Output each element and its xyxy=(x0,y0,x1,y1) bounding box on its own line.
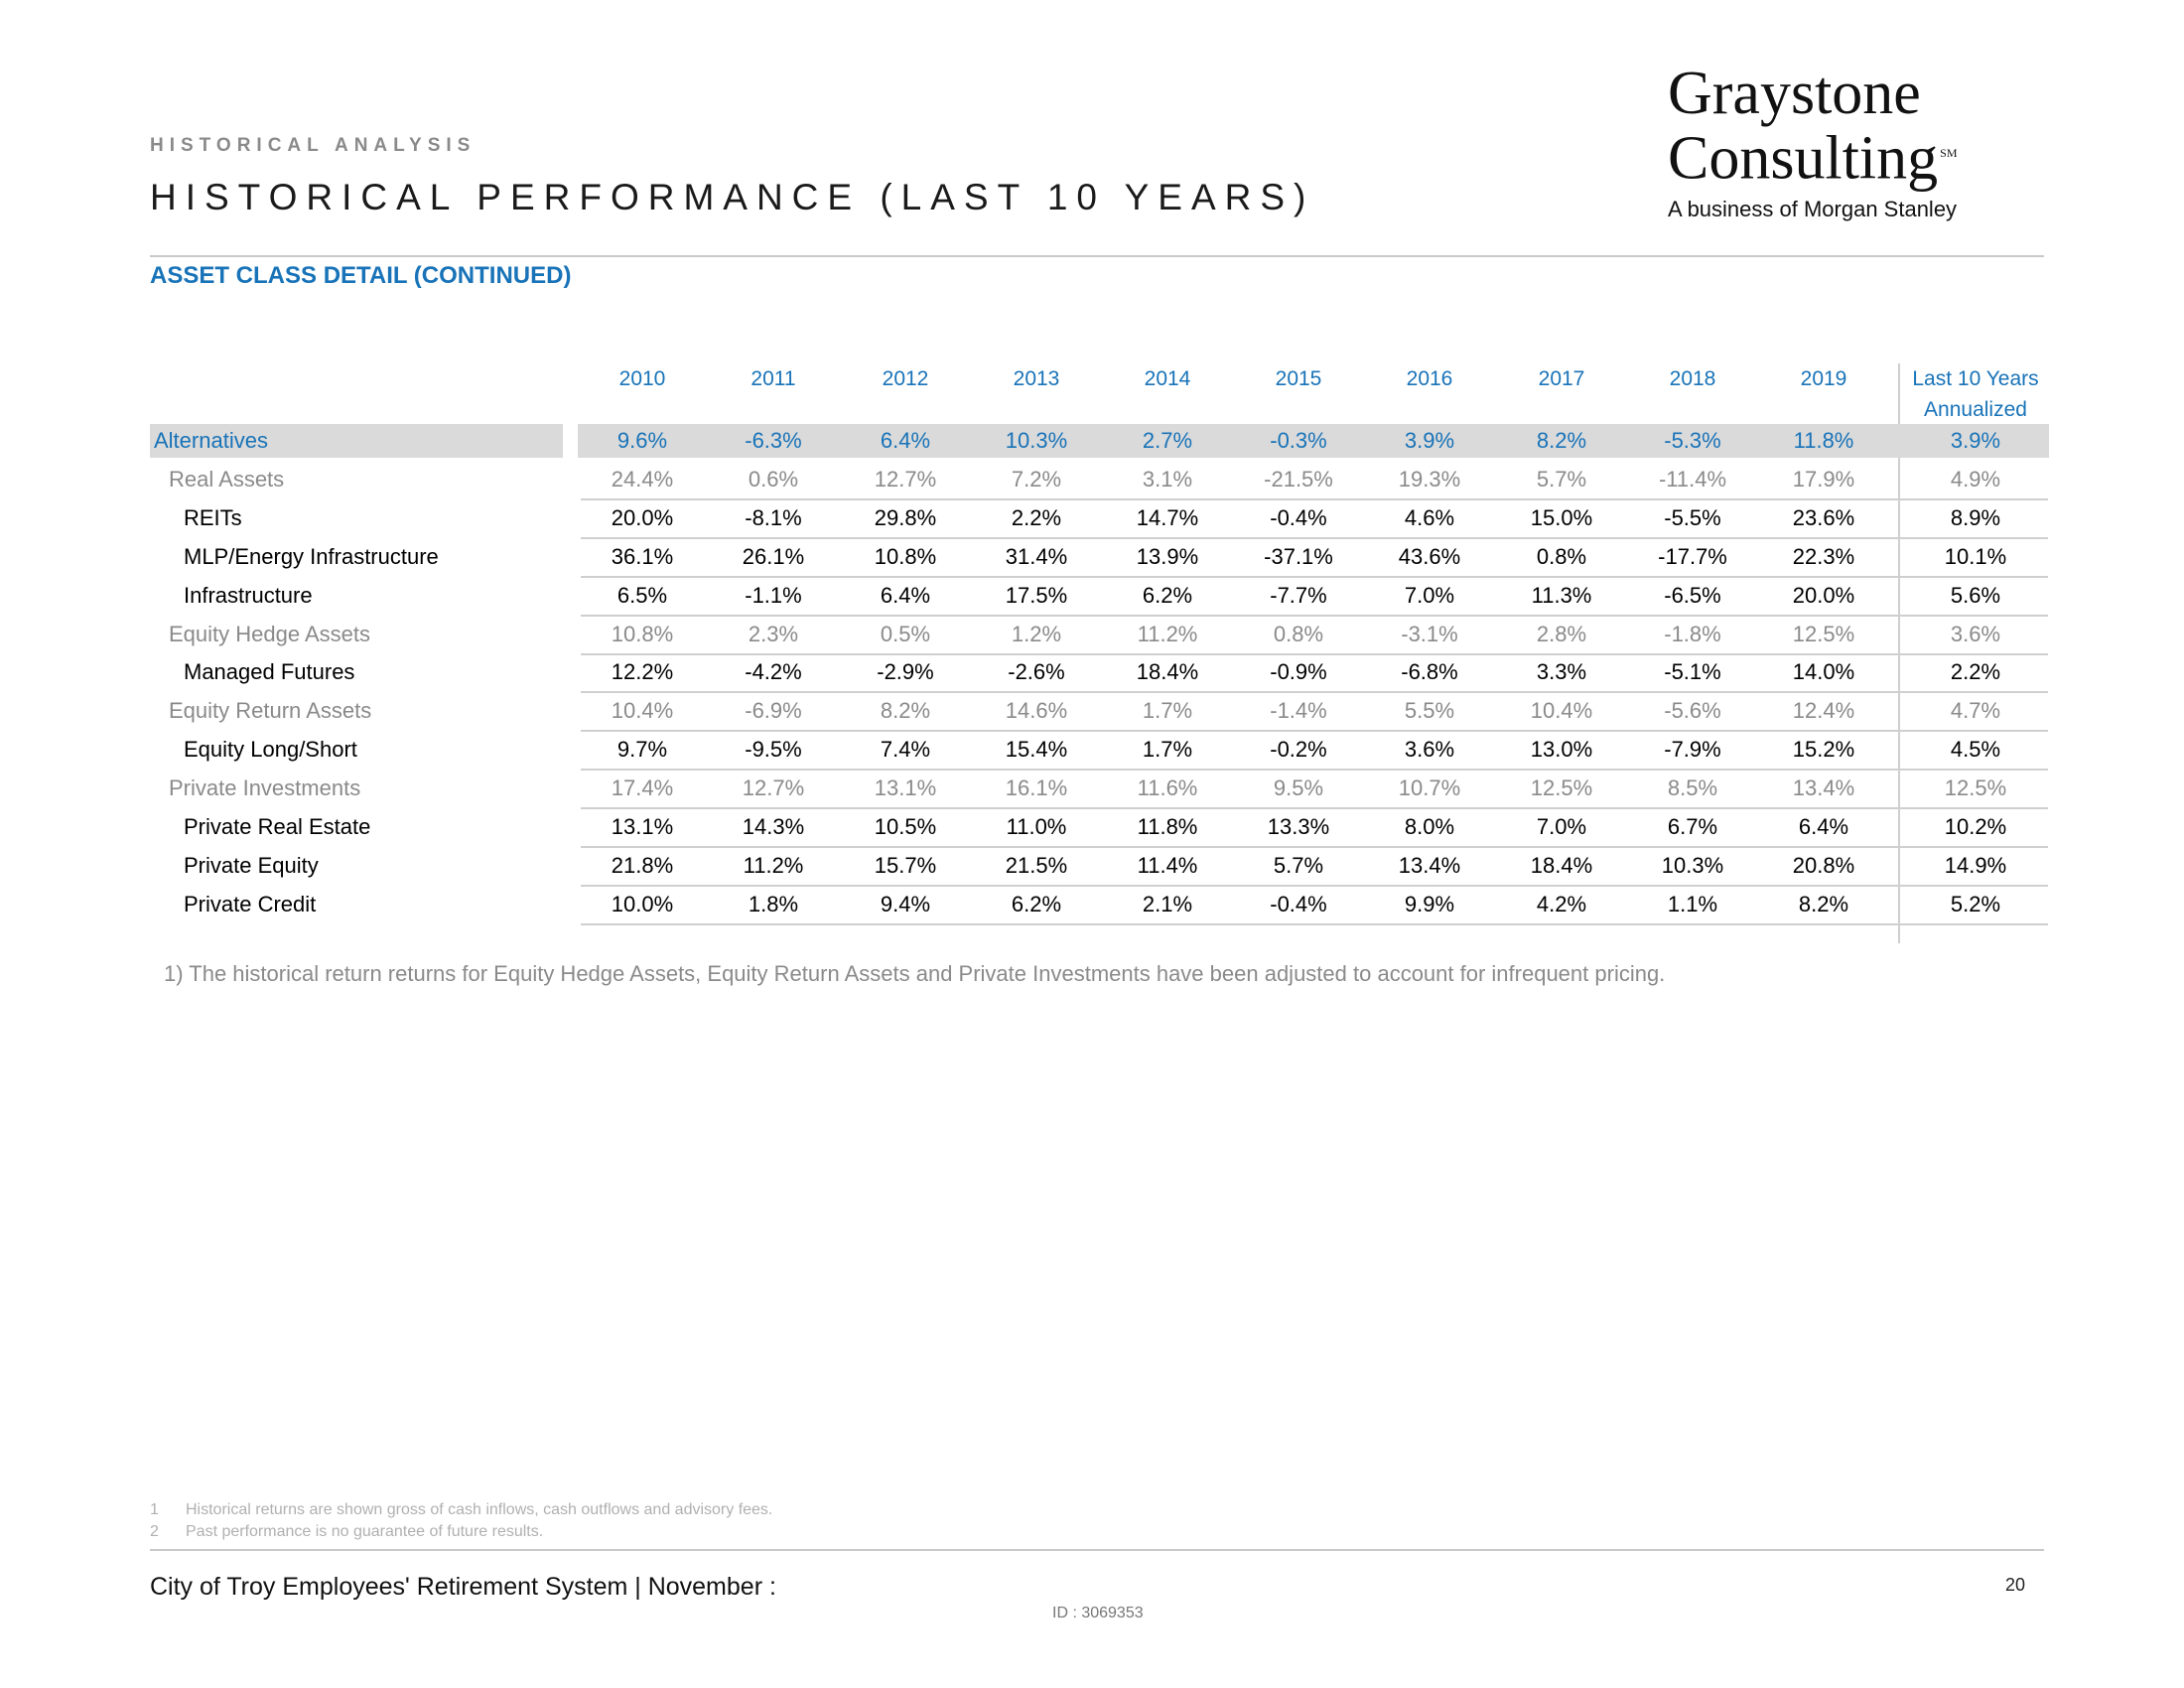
table-cell: 0.6% xyxy=(748,466,799,492)
table-cell: 7.4% xyxy=(880,737,931,763)
table-cell: 14.9% xyxy=(1944,852,2007,878)
table-cell: 14.7% xyxy=(1136,504,1199,530)
table-cell: 12.2% xyxy=(611,659,674,685)
table-cell: 1.8% xyxy=(748,891,799,916)
row-label: Infrastructure xyxy=(184,582,313,608)
column-header-year: 2016 xyxy=(1406,367,1453,390)
table-cell: -6.5% xyxy=(1664,582,1721,608)
table-cell: 13.3% xyxy=(1267,814,1330,839)
column-header-annualized xyxy=(1896,363,2055,425)
table-cell: 14.6% xyxy=(1005,698,1068,724)
column-header-year: 2018 xyxy=(1669,367,1716,390)
table-cell: -21.5% xyxy=(1264,466,1333,492)
row-label: Real Assets xyxy=(169,466,285,492)
adjustment-note: 1) The historical return returns for Equity Hedge Assets, Equity Return Assets and Private Investments have been adjusted to account for infrequent pricing. xyxy=(164,961,1666,986)
column-header-year: 2013 xyxy=(1013,367,1060,390)
column-header-year: 2017 xyxy=(1538,367,1585,390)
table-cell: -3.1% xyxy=(1401,621,1458,646)
table-cell: 11.4% xyxy=(1137,852,1198,878)
table-cell: 9.5% xyxy=(1273,775,1324,801)
table-cell: 5.6% xyxy=(1950,582,2001,608)
table-cell: -0.3% xyxy=(1270,428,1327,453)
row-label: Equity Hedge Assets xyxy=(169,621,371,646)
table-cell: 18.4% xyxy=(1136,659,1199,685)
table-cell: 31.4% xyxy=(1005,543,1068,569)
table-cell: 12.4% xyxy=(1792,698,1855,724)
row-divider xyxy=(581,846,2048,848)
table-cell: 1.1% xyxy=(1667,891,1718,916)
table-cell: 4.2% xyxy=(1536,891,1587,916)
row-divider xyxy=(581,691,2048,693)
table-cell: 2.2% xyxy=(1011,504,1062,530)
table-cell: 10.4% xyxy=(611,698,674,724)
table-cell: 3.9% xyxy=(1950,428,2001,453)
table-cell: 11.0% xyxy=(1006,814,1067,839)
table-cell: 26.1% xyxy=(742,543,805,569)
table-cell: 13.1% xyxy=(874,775,937,801)
table-cell: 16.1% xyxy=(1005,775,1068,801)
table-cell: 0.8% xyxy=(1273,621,1324,646)
document-id: ID : 3069353 xyxy=(1052,1605,1144,1621)
table-cell: 11.2% xyxy=(743,852,804,878)
row-divider xyxy=(581,498,2048,500)
table-cell: 8.0% xyxy=(1404,814,1455,839)
table-cell: 17.4% xyxy=(611,775,674,801)
table-cell: -2.6% xyxy=(1008,659,1065,685)
row-divider xyxy=(581,615,2048,617)
section-kicker: HISTORICAL ANALYSIS xyxy=(150,135,477,156)
row-divider xyxy=(581,769,2048,771)
table-cell: 5.5% xyxy=(1404,698,1455,724)
row-divider xyxy=(581,923,2048,925)
table-cell: 21.5% xyxy=(1005,852,1068,878)
column-header-year: 2014 xyxy=(1144,367,1191,390)
table-cell: -6.3% xyxy=(745,428,802,453)
table-cell: 23.6% xyxy=(1792,504,1855,530)
page-number: 20 xyxy=(2005,1575,2026,1595)
table-cell: 10.1% xyxy=(1944,543,2007,569)
footnote-2 xyxy=(150,1523,543,1541)
row-divider xyxy=(581,537,2048,539)
table-cell: 3.6% xyxy=(1404,737,1455,763)
table-cell: -5.3% xyxy=(1664,428,1721,453)
table-cell: 17.5% xyxy=(1005,582,1068,608)
table-cell: 20.0% xyxy=(1792,582,1855,608)
table-cell: 7.0% xyxy=(1536,814,1587,839)
table-cell: -9.5% xyxy=(745,737,802,763)
table-cell: 5.7% xyxy=(1536,466,1587,492)
table-cell: 13.0% xyxy=(1530,737,1593,763)
table-cell: 9.7% xyxy=(616,737,668,763)
logo-line-1: Graystone xyxy=(1668,60,1921,127)
table-cell: -6.9% xyxy=(745,698,802,724)
table-cell: -1.8% xyxy=(1664,621,1721,646)
table-cell: 6.4% xyxy=(880,428,931,453)
table-cell: 15.7% xyxy=(874,852,937,878)
row-label: Managed Futures xyxy=(184,659,355,685)
table-cell: -4.2% xyxy=(745,659,802,685)
footnote-1 xyxy=(150,1501,772,1519)
table-cell: 12.5% xyxy=(1944,775,2007,801)
column-header-year: 2011 xyxy=(751,367,796,390)
table-cell: 11.8% xyxy=(1137,814,1198,839)
table-cell: 22.3% xyxy=(1792,543,1855,569)
table-cell: 3.3% xyxy=(1536,659,1587,685)
table-cell: 6.7% xyxy=(1667,814,1718,839)
table-cell: 14.0% xyxy=(1792,659,1855,685)
footnote-number: 2 xyxy=(150,1523,159,1540)
table-cell: 19.3% xyxy=(1398,466,1461,492)
footnote-text: Past performance is no guarantee of future results. xyxy=(186,1523,544,1540)
table-cell: -0.4% xyxy=(1270,504,1327,530)
annualized-header-line-1: Last 10 Years xyxy=(1912,367,2039,390)
table-cell: 8.2% xyxy=(880,698,931,724)
table-cell: 8.2% xyxy=(1798,891,1849,916)
annualized-header-line-2: Annualized xyxy=(1924,398,2027,421)
table-cell: 20.8% xyxy=(1792,852,1855,878)
table-cell: -37.1% xyxy=(1264,543,1333,569)
table-cell: -7.9% xyxy=(1664,737,1721,763)
table-cell: -6.8% xyxy=(1401,659,1458,685)
table-cell: 0.8% xyxy=(1536,543,1587,569)
table-cell: 7.0% xyxy=(1404,582,1455,608)
row-divider xyxy=(581,807,2048,809)
table-cell: 6.4% xyxy=(1798,814,1849,839)
table-cell: 10.0% xyxy=(611,891,674,916)
table-cell: -5.1% xyxy=(1664,659,1721,685)
table-cell: 10.2% xyxy=(1944,814,2007,839)
table-cell: 11.6% xyxy=(1137,775,1198,801)
table-cell: 2.8% xyxy=(1536,621,1587,646)
table-cell: -7.7% xyxy=(1270,582,1327,608)
table-cell: 9.9% xyxy=(1404,891,1455,916)
table-cell: -1.1% xyxy=(745,582,802,608)
page-title: HISTORICAL PERFORMANCE (LAST 10 YEARS) xyxy=(150,177,1315,217)
table-cell: 20.0% xyxy=(611,504,674,530)
table-cell: 10.7% xyxy=(1398,775,1461,801)
table-cell: 10.5% xyxy=(874,814,937,839)
row-label: Equity Long/Short xyxy=(184,737,357,763)
footer-client-name: City of Troy Employees' Retirement System | November : xyxy=(150,1573,776,1601)
table-cell: -1.4% xyxy=(1270,698,1327,724)
logo-service-mark: SM xyxy=(1940,146,1958,160)
table-cell: 6.4% xyxy=(880,582,931,608)
table-cell: 6.2% xyxy=(1142,582,1193,608)
table-cell: 11.3% xyxy=(1531,582,1592,608)
table-cell: 1.7% xyxy=(1142,698,1193,724)
footnote-number: 1 xyxy=(150,1501,159,1518)
table-cell: 2.1% xyxy=(1142,891,1193,916)
row-divider xyxy=(581,885,2048,887)
table-cell: 15.0% xyxy=(1530,504,1593,530)
table-cell: 9.4% xyxy=(880,891,931,916)
table-cell: 12.5% xyxy=(1792,621,1855,646)
row-label: Private Investments xyxy=(169,775,361,801)
table-cell: -11.4% xyxy=(1658,466,1727,492)
row-label: Private Credit xyxy=(184,891,317,916)
table-cell: 13.4% xyxy=(1398,852,1461,878)
footnote-text: Historical returns are shown gross of cash inflows, cash outflows and advisory fees. xyxy=(186,1501,773,1518)
table-cell: 15.4% xyxy=(1005,737,1068,763)
table-cell: 7.2% xyxy=(1011,466,1062,492)
table-cell: 18.4% xyxy=(1530,852,1593,878)
row-divider xyxy=(581,576,2048,578)
table-cell: 3.6% xyxy=(1950,621,2001,646)
table-cell: -8.1% xyxy=(745,504,802,530)
table-cell: 10.8% xyxy=(874,543,937,569)
table-cell: -0.2% xyxy=(1270,737,1327,763)
table-cell: 15.2% xyxy=(1792,737,1855,763)
table-cell: -5.5% xyxy=(1664,504,1721,530)
table-cell: 17.9% xyxy=(1792,466,1855,492)
table-cell: 1.7% xyxy=(1142,737,1193,763)
row-label: Private Real Estate xyxy=(184,814,371,839)
table-cell: 3.9% xyxy=(1404,428,1455,453)
logo-line-2: Consulting ℠ xyxy=(1668,124,1958,193)
logo-tagline: A business of Morgan Stanley xyxy=(1668,196,1958,221)
column-header-year: 2015 xyxy=(1275,367,1322,390)
table-cell: 2.2% xyxy=(1950,659,2001,685)
table-cell: 12.7% xyxy=(742,775,805,801)
table-cell: -2.9% xyxy=(877,659,934,685)
table-cell: -17.7% xyxy=(1658,543,1727,569)
table-cell: 12.5% xyxy=(1530,775,1593,801)
table-cell: 0.5% xyxy=(880,621,931,646)
table-cell: -0.4% xyxy=(1270,891,1327,916)
table-cell: 5.2% xyxy=(1950,891,2001,916)
table-cell: 11.2% xyxy=(1137,621,1198,646)
table-cell: 4.6% xyxy=(1404,504,1455,530)
table-cell: 21.8% xyxy=(611,852,674,878)
column-header-year: 2010 xyxy=(618,367,666,390)
row-label: Equity Return Assets xyxy=(169,698,372,724)
table-cell: 10.3% xyxy=(1005,428,1068,453)
table-cell: 6.2% xyxy=(1011,891,1062,916)
table-cell: 4.9% xyxy=(1950,466,2001,492)
section-heading: ASSET CLASS DETAIL (CONTINUED) xyxy=(150,262,572,289)
table-cell: 5.7% xyxy=(1273,852,1324,878)
table-cell: 14.3% xyxy=(742,814,805,839)
table-cell: 4.7% xyxy=(1950,698,2001,724)
table-cell: -0.9% xyxy=(1270,659,1327,685)
row-label: MLP/Energy Infrastructure xyxy=(184,543,439,569)
footer-divider xyxy=(150,1549,2044,1551)
row-label: Private Equity xyxy=(184,852,319,878)
table-cell: 8.5% xyxy=(1667,775,1718,801)
column-header-year: 2019 xyxy=(1800,367,1847,390)
table-cell: 1.2% xyxy=(1011,621,1062,646)
table-cell: 10.4% xyxy=(1530,698,1593,724)
table-cell: 10.3% xyxy=(1661,852,1724,878)
table-cell: 13.4% xyxy=(1792,775,1855,801)
table-cell: 9.6% xyxy=(616,428,668,453)
row-divider xyxy=(581,653,2048,655)
table-cell: 6.5% xyxy=(616,582,668,608)
table-cell: 29.8% xyxy=(874,504,937,530)
table-cell: 36.1% xyxy=(611,543,674,569)
table-cell: 43.6% xyxy=(1398,543,1461,569)
table-cell: 2.3% xyxy=(748,621,799,646)
table-cell: -5.6% xyxy=(1664,698,1721,724)
table-cell: 13.1% xyxy=(611,814,674,839)
row-divider xyxy=(581,730,2048,732)
column-header-year: 2012 xyxy=(882,367,929,390)
table-cell: 12.7% xyxy=(874,466,937,492)
table-cell: 10.8% xyxy=(611,621,674,646)
table-cell: 3.1% xyxy=(1142,466,1193,492)
table-cell: 11.8% xyxy=(1793,428,1854,453)
row-label: REITs xyxy=(184,504,242,530)
table-cell: 24.4% xyxy=(611,466,674,492)
table-cell: 8.9% xyxy=(1950,504,2001,530)
table-cell: 2.7% xyxy=(1142,428,1193,453)
table-cell: 4.5% xyxy=(1950,737,2001,763)
table-cell: 13.9% xyxy=(1136,543,1199,569)
table-cell: 8.2% xyxy=(1536,428,1587,453)
row-label: Alternatives xyxy=(154,428,268,453)
